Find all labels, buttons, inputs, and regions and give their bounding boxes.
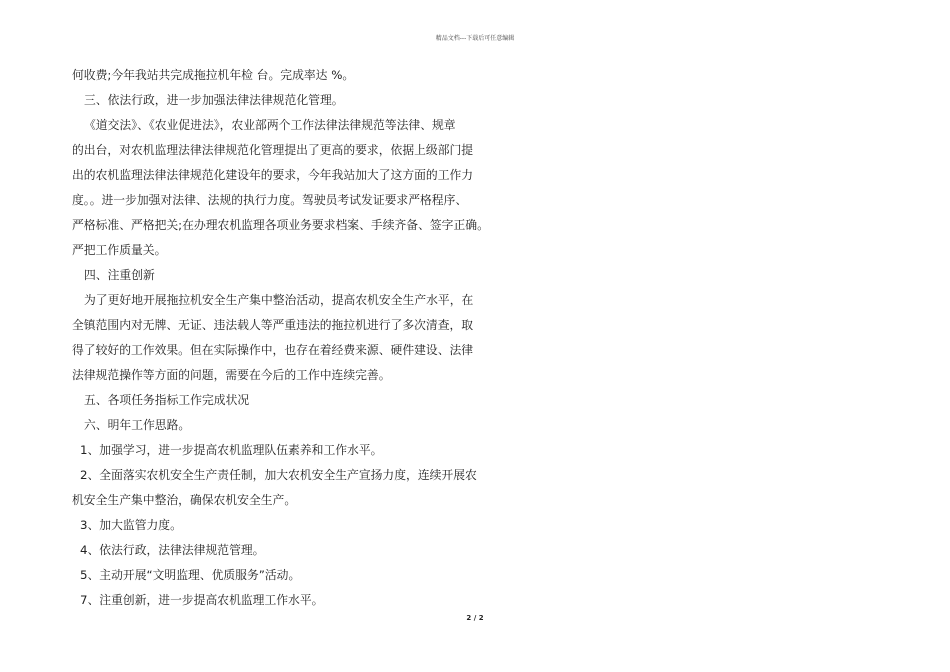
section-heading: 四、注重创新 [84, 268, 155, 282]
body-line: 全镇范围内对无牌、无证、违法载人等严重违法的拖拉机进行了多次清查，取 [72, 318, 474, 332]
body-line: 何收费;今年我站共完成拖拉机年检 台。完成率达 %。 [72, 68, 355, 82]
body-line: 为了更好地开展拖拉机安全生产集中整治活动，提高农机安全生产水平，在 [84, 293, 474, 307]
body-line: 的出台，对农机监理法律法律规范化管理提出了更高的要求，依据上级部门提 [72, 143, 474, 157]
section-heading: 五、各项任务指标工作完成状况 [84, 393, 250, 407]
body-line: 度。。进一步加强对法律、法规的执行力度。驾驶员考试发证要求严格程序、 [72, 193, 468, 207]
body-line: 法律规范操作等方面的问题，需要在今后的工作中连续完善。 [72, 368, 391, 382]
list-item: 4、依法行政，法律法律规范管理。 [80, 543, 265, 557]
page-number: 2 / 2 [466, 614, 484, 622]
list-item: 5、主动开展“文明监理、优质服务”活动。 [80, 568, 301, 582]
list-item-continuation: 机安全生产集中整治，确保农机安全生产。 [72, 493, 297, 507]
list-item: 2、全面落实农机安全生产责任制，加大农机安全生产宣扬力度，连续开展农 [80, 468, 477, 482]
body-line: 严把工作质量关。 [72, 243, 167, 257]
body-line: 出的农机监理法律法律规范化建设年的要求，今年我站加大了这方面的工作力 [72, 168, 474, 182]
section-heading: 三、依法行政，进一步加强法律法律规范化管理。 [84, 93, 344, 107]
list-item: 3、加大监管力度。 [80, 518, 182, 532]
list-item: 1、加强学习，进一步提高农机监理队伍素养和工作水平。 [80, 443, 383, 457]
body-line: 严格标准、严格把关;在办理农机监理各项业务要求档案、手续齐备、签字正确。 [72, 218, 489, 232]
section-heading: 六、明年工作思路。 [84, 418, 191, 432]
body-line: 《道交法》、《农业促进法》，农业部两个工作法律法律规范等法律、规章 [84, 118, 456, 132]
body-line: 得了较好的工作效果。但在实际操作中，也存在着经费来源、硬件建设、法律 [72, 343, 474, 357]
page-header: 精品文档---下载后可任意编辑 [435, 35, 515, 42]
document-body [72, 63, 489, 613]
list-item: 7、注重创新，进一步提高农机监理工作水平。 [80, 593, 324, 607]
